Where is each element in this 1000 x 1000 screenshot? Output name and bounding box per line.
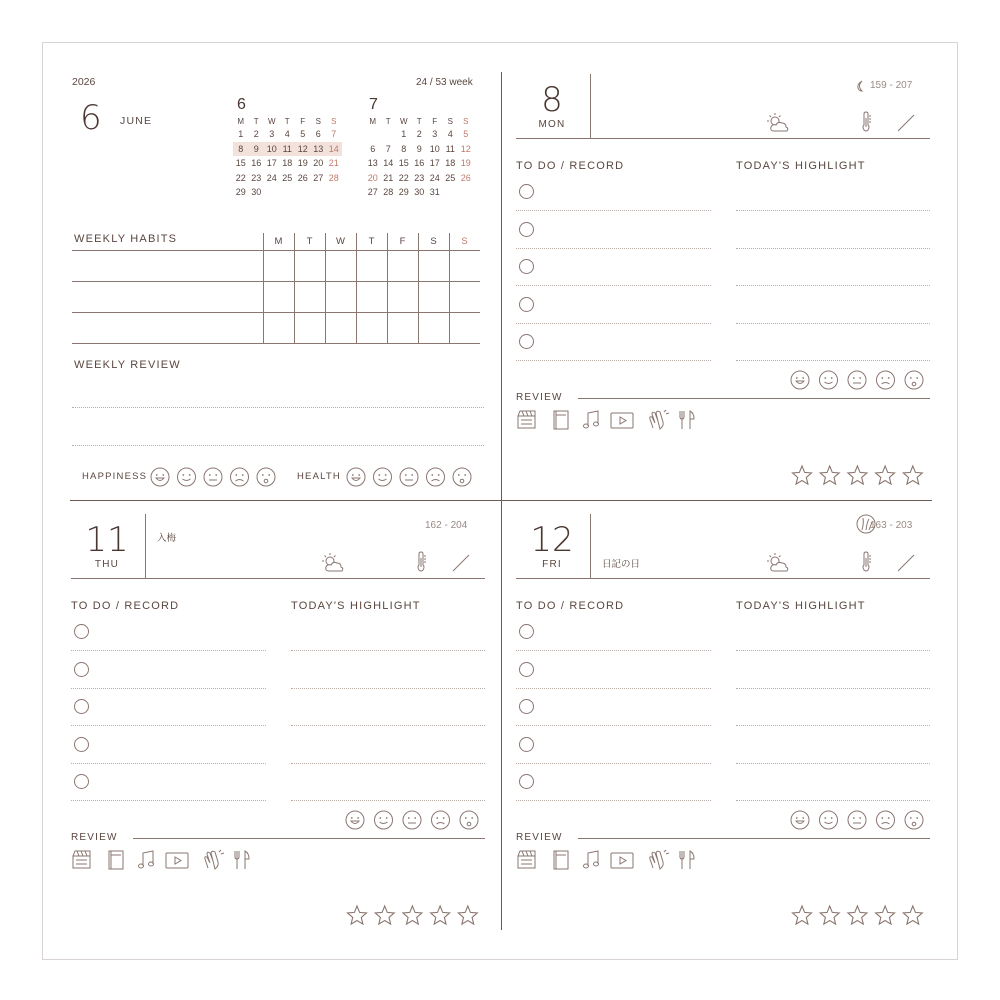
review-line <box>72 445 484 446</box>
mini-calendar-title: 6 <box>237 96 246 113</box>
calendar-day[interactable]: 17 <box>429 158 440 169</box>
mood-face-icon <box>400 468 418 486</box>
calendar-day[interactable]: 14 <box>328 143 339 154</box>
year-label: 2026 <box>72 76 96 88</box>
highlight-line[interactable] <box>291 763 485 764</box>
calendar-weekday: T <box>284 116 290 126</box>
calendar-day[interactable]: 29 <box>398 187 409 198</box>
habit-day-label: S <box>461 236 468 247</box>
todo-checkbox[interactable] <box>519 624 534 639</box>
calendar-day[interactable]: 26 <box>460 172 471 183</box>
calendar-weekday: S <box>315 116 321 126</box>
mini-calendar-june <box>233 96 342 200</box>
review-line <box>72 407 484 408</box>
calendar-day[interactable]: 19 <box>297 158 308 169</box>
habit-day-label: S <box>430 236 437 247</box>
video-icon[interactable] <box>166 850 188 870</box>
calendar-day[interactable]: 27 <box>313 172 324 183</box>
calendar-day[interactable]: 16 <box>414 158 425 169</box>
todo-checkbox[interactable] <box>519 737 534 752</box>
highlight-line[interactable] <box>736 323 930 324</box>
mood-faces[interactable] <box>790 809 925 836</box>
header-underline <box>516 138 930 139</box>
mood-face-icon <box>848 371 866 389</box>
highlight-line[interactable] <box>736 800 930 801</box>
thermometer-icon[interactable] <box>860 112 872 132</box>
todo-line[interactable] <box>516 360 711 361</box>
todo-line[interactable] <box>516 323 711 324</box>
todo-checkbox[interactable] <box>74 737 89 752</box>
day-number: 8 <box>541 80 563 120</box>
todo-line[interactable] <box>516 688 711 689</box>
habit-day-label: T <box>306 236 313 247</box>
calendar-day[interactable] <box>264 185 280 200</box>
habit-cell[interactable] <box>295 313 325 343</box>
star-icon <box>820 466 839 484</box>
calendar-weekday: T <box>253 116 259 126</box>
grass-icon <box>856 514 876 534</box>
thermometer-icon[interactable] <box>415 552 427 572</box>
clap-icon[interactable] <box>203 850 225 870</box>
calendar-day[interactable]: 22 <box>235 172 246 183</box>
health-label: HEALTH <box>297 471 341 482</box>
calendar-day[interactable]: 13 <box>367 158 378 169</box>
mood-face-icon <box>905 371 923 389</box>
month-number: 6 <box>80 98 102 138</box>
mood-face-icon <box>347 468 365 486</box>
calendar-weekday: T <box>416 116 422 126</box>
day-count: 162 - 204 <box>425 520 468 531</box>
habit-cell[interactable] <box>388 282 418 312</box>
highlight-line[interactable] <box>736 763 930 764</box>
calendar-day[interactable]: 20 <box>313 158 324 169</box>
weekly-habits-label: WEEKLY HABITS <box>74 233 178 245</box>
calendar-weekday: W <box>399 116 408 126</box>
moon-icon <box>856 80 866 92</box>
mood-face-icon <box>453 468 471 486</box>
calendar-day[interactable]: 31 <box>429 187 440 198</box>
todo-line[interactable] <box>71 725 266 726</box>
book-icon[interactable] <box>551 410 573 430</box>
todo-label: TO DO / RECORD <box>516 600 625 612</box>
highlight-line[interactable] <box>736 285 930 286</box>
calendar-day[interactable] <box>280 185 296 200</box>
habit-cell[interactable] <box>326 282 356 312</box>
calendar-day[interactable]: 12 <box>297 143 308 154</box>
calendar-day[interactable] <box>443 185 459 200</box>
header-divider <box>590 514 591 578</box>
habit-cell[interactable] <box>264 251 294 281</box>
header-underline <box>71 578 485 579</box>
calendar-day[interactable]: 11 <box>282 143 292 154</box>
todo-checkbox[interactable] <box>74 662 89 677</box>
review-underline <box>133 838 485 839</box>
mood-face-icon <box>346 811 364 829</box>
todo-line[interactable] <box>516 285 711 286</box>
mood-face-icon <box>231 468 249 486</box>
mini-calendar-title: 7 <box>369 96 378 113</box>
calendar-day[interactable]: 1 <box>401 129 407 140</box>
habit-cell[interactable] <box>357 282 387 312</box>
week-label: 24 / 53 week <box>416 77 473 88</box>
day-count: 159 - 207 <box>870 80 913 91</box>
calendar-day[interactable]: 19 <box>460 158 471 169</box>
day-note: 日記の日 <box>602 559 641 570</box>
calendar-day[interactable]: 21 <box>328 158 339 169</box>
day-weekday: THU <box>94 559 120 570</box>
habit-day-label: W <box>336 236 345 247</box>
star-icon <box>848 906 867 924</box>
todo-line[interactable] <box>71 650 266 651</box>
habit-cell[interactable] <box>450 313 480 343</box>
calendar-day[interactable]: 29 <box>235 187 246 198</box>
highlight-line[interactable] <box>736 248 930 249</box>
calendar-day[interactable]: 3 <box>269 129 275 140</box>
mood-face-icon <box>820 371 838 389</box>
review-label: REVIEW <box>516 832 563 843</box>
todo-line[interactable] <box>71 688 266 689</box>
calendar-day[interactable]: 18 <box>445 158 456 169</box>
mini-calendar-july <box>365 96 474 200</box>
calendar-day[interactable]: 4 <box>447 129 453 140</box>
habit-cell[interactable] <box>419 282 449 312</box>
video-icon[interactable] <box>611 410 633 430</box>
calendar-day[interactable]: 12 <box>460 143 471 154</box>
todo-line[interactable] <box>516 248 711 249</box>
calendar-day[interactable]: 9 <box>253 143 259 154</box>
review-icons <box>517 410 717 432</box>
calendar-weekday: F <box>432 116 438 126</box>
day-note: 入梅 <box>157 533 177 544</box>
food-icon[interactable] <box>677 850 699 870</box>
highlight-line[interactable] <box>736 725 930 726</box>
habit-cell[interactable] <box>357 313 387 343</box>
slash-icon[interactable] <box>896 114 916 132</box>
calendar-weekday: T <box>385 116 391 126</box>
highlight-line[interactable] <box>291 688 485 689</box>
habits-line <box>72 343 480 344</box>
calendar-day[interactable] <box>458 185 474 200</box>
todo-line[interactable] <box>516 725 711 726</box>
calendar-weekday: S <box>331 116 337 126</box>
star-icon <box>793 466 812 484</box>
star-icon <box>793 906 812 924</box>
slash-icon[interactable] <box>451 554 471 572</box>
day-weekday: FRI <box>542 559 562 570</box>
calendar-day[interactable] <box>311 185 327 200</box>
habit-day-label: F <box>399 236 406 247</box>
todo-checkbox[interactable] <box>74 774 89 789</box>
highlight-label: TODAY'S HIGHLIGHT <box>291 600 421 612</box>
habit-cell[interactable] <box>388 251 418 281</box>
habit-cell[interactable] <box>295 251 325 281</box>
todo-line[interactable] <box>71 763 266 764</box>
day-number: 12 <box>530 520 574 560</box>
calendar-weekday: S <box>463 116 469 126</box>
health-faces[interactable] <box>346 466 476 493</box>
mood-face-icon <box>877 371 895 389</box>
star-icon <box>903 466 922 484</box>
mood-face-icon <box>791 371 809 389</box>
calendar-day[interactable]: 8 <box>238 143 244 154</box>
habit-cell[interactable] <box>295 282 325 312</box>
mood-face-icon <box>820 811 838 829</box>
calendar-day[interactable]: 14 <box>383 158 394 169</box>
day-panel <box>71 512 487 932</box>
weather-icon[interactable] <box>766 552 790 574</box>
star-icon <box>431 906 450 924</box>
calendar-day[interactable]: 20 <box>367 172 378 183</box>
todo-line[interactable] <box>516 210 711 211</box>
clap-icon[interactable] <box>648 410 670 430</box>
mood-face-icon <box>877 811 895 829</box>
habit-cell[interactable] <box>326 251 356 281</box>
calendar-day[interactable]: 5 <box>463 129 469 140</box>
mood-face-icon <box>151 468 169 486</box>
star-icon <box>820 906 839 924</box>
calendar-day[interactable]: 4 <box>284 129 290 140</box>
calendar-day[interactable]: 15 <box>235 158 246 169</box>
todo-checkbox[interactable] <box>519 222 534 237</box>
calendar-day[interactable]: 10 <box>266 143 277 154</box>
calendar-day[interactable]: 6 <box>370 143 376 154</box>
calendar-weekday: F <box>300 116 306 126</box>
movie-icon[interactable] <box>517 410 539 430</box>
rating-stars[interactable] <box>347 906 487 928</box>
mood-faces[interactable] <box>345 809 480 836</box>
todo-line[interactable] <box>516 763 711 764</box>
calendar-day[interactable] <box>365 127 381 142</box>
day-weekday: MON <box>538 119 566 130</box>
highlight-line[interactable] <box>736 688 930 689</box>
todo-label: TO DO / RECORD <box>516 160 625 172</box>
calendar-day[interactable]: 8 <box>401 143 407 154</box>
star-icon <box>375 906 394 924</box>
calendar-day[interactable]: 26 <box>297 172 308 183</box>
calendar-weekday: S <box>447 116 453 126</box>
todo-checkbox[interactable] <box>519 662 534 677</box>
mood-face-icon <box>257 468 275 486</box>
calendar-day[interactable]: 13 <box>313 143 324 154</box>
day-number: 11 <box>85 520 129 560</box>
star-icon <box>403 906 422 924</box>
star-icon <box>458 906 477 924</box>
habit-cell[interactable] <box>388 313 418 343</box>
calendar-day[interactable]: 21 <box>383 172 394 183</box>
calendar-day[interactable]: 27 <box>367 187 378 198</box>
movie-icon[interactable] <box>72 850 94 870</box>
calendar-day[interactable]: 7 <box>331 129 337 140</box>
todo-checkbox[interactable] <box>519 259 534 274</box>
mood-face-icon <box>432 811 450 829</box>
movie-icon[interactable] <box>517 850 539 870</box>
calendar-day[interactable]: 11 <box>445 143 455 154</box>
calendar-day[interactable]: 2 <box>416 129 422 140</box>
habit-cell[interactable] <box>264 313 294 343</box>
habit-cell[interactable] <box>419 251 449 281</box>
mood-face-icon <box>204 468 222 486</box>
highlight-label: TODAY'S HIGHLIGHT <box>736 160 866 172</box>
clap-icon[interactable] <box>648 850 670 870</box>
header-underline <box>516 578 930 579</box>
rating-stars[interactable] <box>792 466 932 488</box>
mood-face-icon <box>427 468 445 486</box>
weather-icon[interactable] <box>321 552 345 574</box>
header-divider <box>145 514 146 578</box>
habit-cell[interactable] <box>264 282 294 312</box>
calendar-day[interactable]: 24 <box>266 172 277 183</box>
happiness-label: HAPPINESS <box>82 471 148 482</box>
calendar-day[interactable]: 5 <box>300 129 306 140</box>
calendar-day[interactable] <box>381 127 397 142</box>
calendar-day[interactable]: 28 <box>383 187 394 198</box>
calendar-day[interactable]: 22 <box>398 172 409 183</box>
highlight-line[interactable] <box>736 210 930 211</box>
weather-icon[interactable] <box>766 112 790 134</box>
calendar-day[interactable]: 10 <box>429 143 440 154</box>
calendar-day[interactable]: 25 <box>445 172 456 183</box>
mood-face-icon <box>375 811 393 829</box>
book-icon[interactable] <box>106 850 128 870</box>
calendar-day[interactable]: 15 <box>398 158 409 169</box>
header-divider <box>590 74 591 138</box>
calendar-day[interactable]: 7 <box>385 143 391 154</box>
day-panel <box>516 72 932 492</box>
weekly-review-label: WEEKLY REVIEW <box>74 359 181 371</box>
review-underline <box>578 838 930 839</box>
music-icon[interactable] <box>582 410 604 430</box>
highlight-line[interactable] <box>291 650 485 651</box>
habit-cell[interactable] <box>326 313 356 343</box>
todo-checkbox[interactable] <box>519 297 534 312</box>
calendar-day[interactable] <box>295 185 311 200</box>
calendar-weekday: W <box>267 116 276 126</box>
review-label: REVIEW <box>516 392 563 403</box>
calendar-day[interactable]: 3 <box>432 129 438 140</box>
todo-checkbox[interactable] <box>519 774 534 789</box>
middle-divider <box>70 500 932 501</box>
mood-faces[interactable] <box>790 369 925 396</box>
rating-stars[interactable] <box>792 906 932 928</box>
music-icon[interactable] <box>137 850 159 870</box>
calendar-day[interactable]: 23 <box>414 172 425 183</box>
mood-face-icon <box>791 811 809 829</box>
todo-label: TO DO / RECORD <box>71 600 180 612</box>
food-icon[interactable] <box>232 850 254 870</box>
review-label: REVIEW <box>71 832 118 843</box>
habit-day-label: M <box>274 236 283 247</box>
todo-line[interactable] <box>516 800 711 801</box>
calendar-day[interactable]: 30 <box>414 187 425 198</box>
habit-cell[interactable] <box>357 251 387 281</box>
calendar-day[interactable]: 16 <box>251 158 262 169</box>
slash-icon[interactable] <box>896 554 916 572</box>
video-icon[interactable] <box>611 850 633 870</box>
calendar-day[interactable] <box>326 185 342 200</box>
star-icon <box>876 466 895 484</box>
habit-day-label: T <box>368 236 375 247</box>
calendar-day[interactable]: 18 <box>282 158 293 169</box>
calendar-day[interactable]: 9 <box>416 143 422 154</box>
mood-face-icon <box>403 811 421 829</box>
todo-checkbox[interactable] <box>74 699 89 714</box>
mood-face-icon <box>178 468 196 486</box>
happiness-faces[interactable] <box>150 466 280 493</box>
review-icons <box>517 850 717 872</box>
calendar-day[interactable]: 23 <box>251 172 262 183</box>
review-underline <box>578 398 930 399</box>
music-icon[interactable] <box>582 850 604 870</box>
calendar-day[interactable]: 24 <box>429 172 440 183</box>
star-icon <box>848 466 867 484</box>
habit-cell[interactable] <box>419 313 449 343</box>
calendar-day[interactable]: 25 <box>282 172 293 183</box>
calendar-weekday: M <box>237 116 245 126</box>
calendar-day[interactable]: 17 <box>266 158 277 169</box>
star-icon <box>348 906 367 924</box>
calendar-day[interactable]: 28 <box>328 172 339 183</box>
book-icon[interactable] <box>551 850 573 870</box>
highlight-line[interactable] <box>291 800 485 801</box>
habit-cell[interactable] <box>450 251 480 281</box>
star-icon <box>903 906 922 924</box>
mood-face-icon <box>848 811 866 829</box>
highlight-line[interactable] <box>736 650 930 651</box>
mood-face-icon <box>460 811 478 829</box>
todo-checkbox[interactable] <box>519 699 534 714</box>
mood-face-icon <box>374 468 392 486</box>
calendar-weekday: M <box>369 116 377 126</box>
calendar-day[interactable]: 2 <box>253 129 259 140</box>
mood-face-icon <box>905 811 923 829</box>
habit-cell[interactable] <box>450 282 480 312</box>
thermometer-icon[interactable] <box>860 552 872 572</box>
star-icon <box>876 906 895 924</box>
todo-checkbox[interactable] <box>74 624 89 639</box>
todo-checkbox[interactable] <box>519 334 534 349</box>
todo-line[interactable] <box>516 650 711 651</box>
calendar-day[interactable]: 6 <box>315 129 321 140</box>
highlight-line[interactable] <box>736 360 930 361</box>
todo-checkbox[interactable] <box>519 184 534 199</box>
calendar-day[interactable]: 30 <box>251 187 262 198</box>
highlight-line[interactable] <box>291 725 485 726</box>
center-divider <box>501 72 502 930</box>
todo-line[interactable] <box>71 800 266 801</box>
day-panel <box>516 512 932 932</box>
month-name: JUNE <box>120 115 153 127</box>
food-icon[interactable] <box>677 410 699 430</box>
day-count: 163 - 203 <box>870 520 913 531</box>
review-icons <box>72 850 272 872</box>
highlight-label: TODAY'S HIGHLIGHT <box>736 600 866 612</box>
calendar-day[interactable]: 1 <box>238 129 244 140</box>
